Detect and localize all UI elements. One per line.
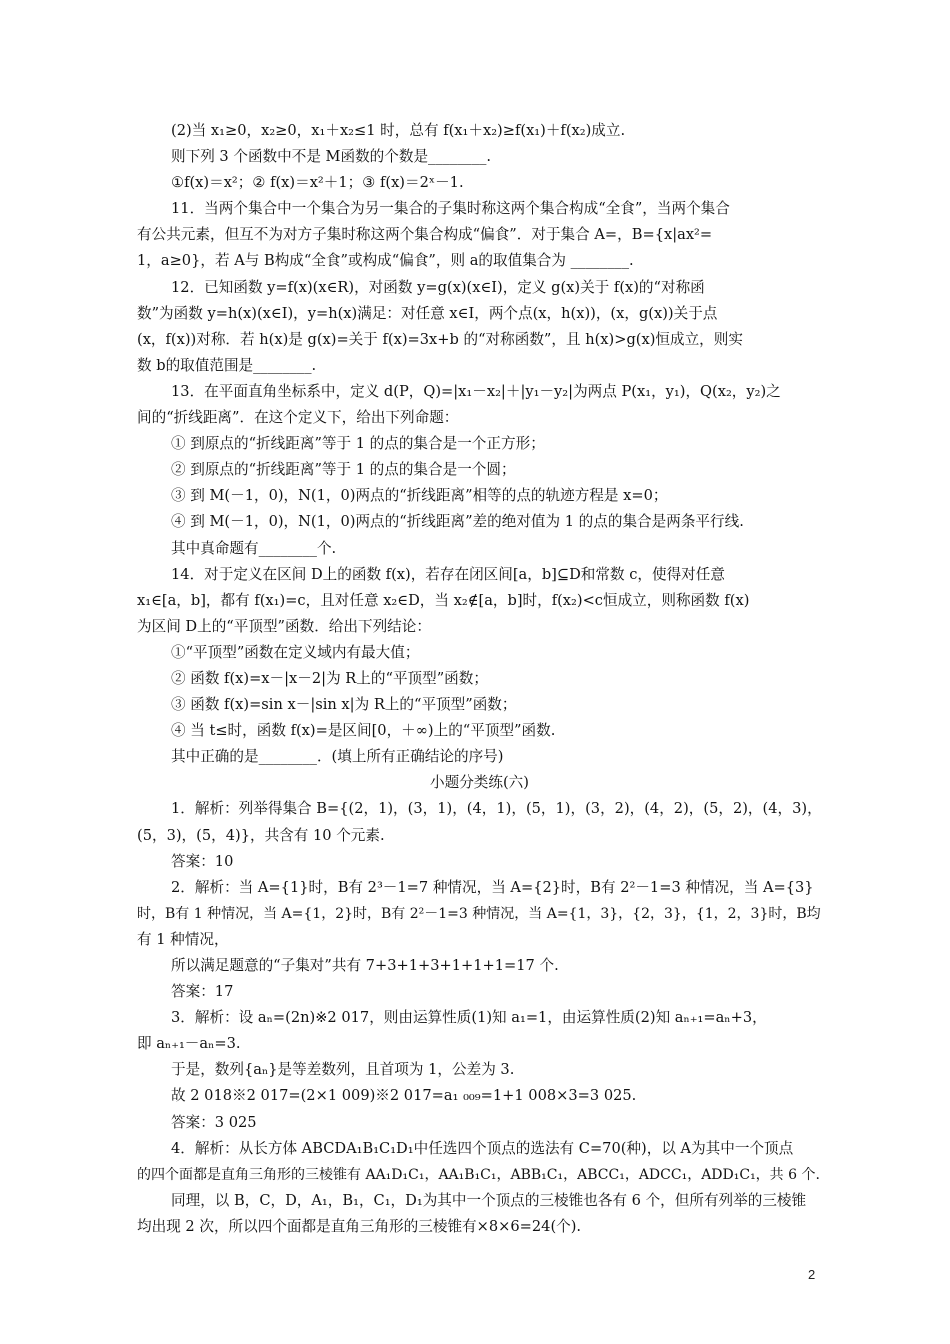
text-line: 同理，以 B，C，D，A₁，B₁，C₁，D₁为其中一个顶点的三棱锥也各有 6 个，但所有列举的三棱锥 (171, 1191, 807, 1209)
text-line: (x，f(x))对称．若 h(x)是 g(x)=关于 f(x)=3x+b 的“对称函数”，且 h(x)>g(x)恒成立，则实 (137, 330, 743, 348)
text-line: 13．在平面直角坐标系中，定义 d(P，Q)=|x₁－x₂|＋|y₁－y₂|为两点 P(x₁，y₁)，Q(x₂，y₂)之 (171, 382, 781, 400)
text-line: 时，B有 1 种情况，当 A={1，2}时，B有 2²－1=3 种情况，当 A={1，3}，{2，3}，{1，2，3}时，B均 (137, 905, 821, 922)
text-line: ② 到原点的“折线距离”等于 1 的点的集合是一个圆； (171, 461, 516, 479)
text-line: ③ 到 M(－1，0)，N(1，0)两点的“折线距离”相等的点的轨迹方程是 x=0； (171, 487, 668, 505)
text-line: (5，3)，(5，4)}，共含有 10 个元素. (137, 826, 385, 844)
text-line: 间的“折线距离”．在这个定义下，给出下列命题： (137, 409, 459, 427)
text-line: 所以满足题意的“子集对”共有 7+3+1+3+1+1+1=17 个. (171, 957, 559, 974)
text-line: 于是，数列{aₙ}是等差数列，且首项为 1，公差为 3. (171, 1061, 515, 1079)
text-line: 数 b的取值范围是________. (137, 356, 317, 374)
text-line: 3．解析：设 aₙ=(2n)※2 017，则由运算性质(1)知 a₁=1，由运算性质(2)知 aₙ₊₁=aₙ+3， (171, 1009, 767, 1027)
text-line: ③ 函数 f(x)=sin x－|sin x|为 R上的“平顶型”函数； (171, 696, 517, 714)
text-line: (2)当 x₁≥0，x₂≥0，x₁＋x₂≤1 时，总有 f(x₁＋x₂)≥f(x₁)＋f(x₂)成立. (171, 122, 626, 139)
text-line: ①f(x)＝x²；② f(x)＝x²＋1；③ f(x)＝2ˣ－1. (171, 174, 464, 192)
text-line: 答案：17 (171, 983, 234, 1001)
text-line: 有 1 种情况， (137, 930, 229, 948)
text-line: 为区间 D上的“平顶型”函数．给出下列结论： (137, 617, 431, 635)
text-line: 其中真命题有________个. (171, 539, 337, 557)
page-number: 2 (808, 1267, 816, 1282)
text-line: 12．已知函数 y=f(x)(x∈R)，对函数 y=g(x)(x∈I)，定义 g(x)关于 f(x)的“对称函 (171, 278, 705, 296)
text-line: ①“平顶型”函数在定义域内有最大值； (171, 643, 420, 661)
text-line: 1，a≥0}，若 A与 B构成“全食”或构成“偏食”，则 a的取值集合为 ________. (137, 252, 634, 270)
text-line: 4．解析：从长方体 ABCDA₁B₁C₁D₁中任选四个顶点的选法有 C=70(种)，以 A为其中一个顶点 (171, 1139, 794, 1157)
text-line: 答案：10 (171, 852, 234, 870)
text-line: ④ 当 t≤时，函数 f(x)=是区间[0，＋∞)上的“平顶型”函数. (171, 722, 556, 740)
text-line: 则下列 3 个函数中不是 M函数的个数是________. (171, 148, 492, 166)
text-line: 其中正确的是________．(填上所有正确结论的序号) (171, 748, 504, 766)
text-line: 的四个面都是直角三角形的三棱锥有 AA₁D₁C₁，AA₁B₁C₁，ABB₁C₁，ABCC₁，ADCC₁，ADD₁C₁，共 6 个. (137, 1166, 820, 1183)
text-line: x₁∈[a，b]，都有 f(x₁)=c，且对任意 x₂∈D，当 x₂∉[a，b]时，f(x₂)<c恒成立，则称函数 f(x) (137, 591, 750, 609)
text-line: 均出现 2 次，所以四个面都是直角三角形的三棱锥有×8×6=24(个). (137, 1217, 582, 1235)
text-line: 数”为函数 y=h(x)(x∈I)，y=h(x)满足：对任意 x∈I，两个点(x，h(x))，(x，g(x))关于点 (137, 304, 718, 322)
document-body (137, 118, 822, 1240)
text-line: ④ 到 M(－1，0)，N(1，0)两点的“折线距离”差的绝对值为 1 的点的集合是两条平行线. (171, 513, 744, 531)
text-line: 即 aₙ₊₁－aₙ=3. (137, 1035, 241, 1053)
text-line: 故 2 018※2 017=(2×1 009)※2 017=a₁ ₀₀₉=1+1 008×3=3 025. (171, 1087, 637, 1105)
text-line: ① 到原点的“折线距离”等于 1 的点的集合是一个正方形； (171, 435, 545, 453)
text-line: 有公共元素，但互不为对方子集时称这两个集合构成“偏食”．对于集合 A=，B={x|ax²= (137, 226, 713, 244)
text-line: 11．当两个集合中一个集合为另一集合的子集时称这两个集合构成“全食”，当两个集合 (171, 200, 730, 218)
text-line: ② 函数 f(x)=x－|x－2|为 R上的“平顶型”函数； (171, 669, 488, 687)
text-line: 答案：3 025 (171, 1113, 257, 1131)
text-line: 14．对于定义在区间 D上的函数 f(x)，若存在闭区间[a，b]⊆D和常数 c，使得对任意 (171, 565, 725, 583)
section-heading: 小题分类练(六) (430, 774, 529, 792)
text-line: 1．解析：列举得集合 B={(2，1)，(3，1)，(4，1)，(5，1)，(3，2)，(4，2)，(5，2)，(4，3)， (171, 800, 822, 818)
text-line: 2．解析：当 A={1}时，B有 2³－1=7 种情况，当 A={2}时，B有 2²－1=3 种情况，当 A={3} (171, 878, 814, 896)
